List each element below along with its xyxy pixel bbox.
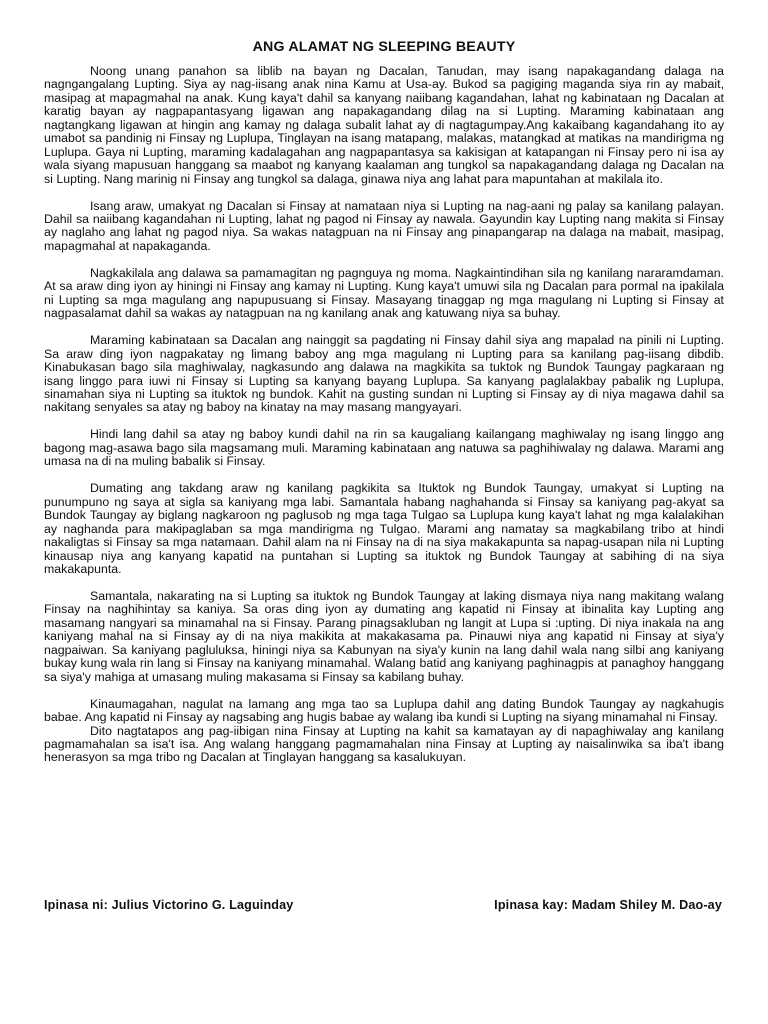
paragraph-4: Maraming kabinataan sa Dacalan ang nainggit sa pagdating ni Finsay dahil siya ang mapalad na pinili ni Lupting. Sa araw ding iyon nagpakatay ng limang baboy ang mga magulang ni Lupting para sa kanilang pag-iisang dibdib. Kinabukasan bago sila maghiwalay, nagkasundo ang dalawa na magkikita sa tuktok ng Bundok Taungay pagkaraan ng isang linggo para iuwi ni Finsay si Lupting sa kanyang bayang Luplupa. Sa kanyang paglalakbay pabalik ng Luplupa, sinamahan siya ni Lupting sa ituktok ng bundok. Kahit na gusting sundan ni Lupting si Finsay ay di niya magawa dahil sa nakitang senyales sa atay ng baboy na kinatay na may masang mangyayari. (44, 333, 724, 415)
paragraph-8: Kinaumagahan, nagulat na lamang ang mga tao sa Luplupa dahil ang dating Bundok Taungay ay nagkahugis babae. Ang kapatid ni Finsay ay nagsabing ang hugis babae ay walang iba kundi si Lupting na siyang minamahal ni Finsay. (44, 696, 724, 725)
paragraph-5: Hindi lang dahil sa atay ng baboy kundi dahil na rin sa kaugaliang kailangang maghiwalay ng isang linggo ang bagong mag-asawa bago sila magsamang muli. Maraming kabinataan ang natuwa sa paghihiwalay ng dalawa. Marami ang umasa na di na muling babalik si Finsay. (44, 427, 724, 469)
document-body (44, 65, 724, 765)
submitted-to: Ipinasa kay: Madam Shiley M. Dao-ay (494, 898, 722, 912)
paragraph-9: Dito nagtatapos ang pag-iibigan nina Finsay at Lupting na kahit sa kamatayan ay di napaghiwalay ang kanilang pagmamahalan sa isa't isa. Ang walang hanggang pagmamahalan nina Finsay at Lupting ay naisalinwika sa iba't ibang henerasyon sa mga tribo ng Dacalan at Tinglayan hanggang sa kasalukuyan. (44, 723, 724, 765)
document-title: ANG ALAMAT NG SLEEPING BEAUTY (252, 39, 516, 55)
paragraph-1: Noong unang panahon sa liblib na bayan ng Dacalan, Tanudan, may isang napakagandang dalaga na nagngangalang Lupting. Siya ay nag-iisang anak nina Kamu at Usa-ay. Bukod sa pagiging maganda siya rin ay mabait, masipag at mapagmahal na anak. Kung kaya't dahil sa kanyang naiibang kagandahan, lahat ng kabinataan ng Dacalan at karatig bayan ay nagpapantasyang ligawan ang napakagandang dilag na si Lupting. Maraming kabinataan ang nagtangkang ligawan at hingin ang kamay ng dalaga subalit lahat ay di nagtagumpay.Ang kakaibang kagandahang ito ay umabot sa pandinig ni Finsay ng Luplupa, Tinglayan na isang matapang, malakas, matangkad at matikas na mandirigma ng Luplupa. Gaya ni Lupting, maraming kadalagahan ang nagpapantasya sa kakisigan at katapangan ni Finsay pero ni isa ay wala siyang mapusuan hanggang sa maabot ng kanyang kaalaman ang tungkol sa napakagandang dalaga ng Dacalan na si Lupting. Nang marinig ni Finsay ang tungkol sa dalaga, ginawa niya ang lahat para mapuntahan at makilala ito. (44, 64, 724, 186)
submitted-by: Ipinasa ni: Julius Victorino G. Laguinday (44, 898, 294, 912)
paragraph-3: Nagkakilala ang dalawa sa pamamagitan ng pagnguya ng moma. Nagkaintindihan sila ng kanilang nararamdaman. At sa araw ding iyon ay hiningi ni Finsay ang kamay ni Lupting. Kung kaya't umuwi sila ng Dacalan para pormal na ipakilala ni Lupting sa mga magulang ang napupusuang si Finsay. Masayang tinaggap ng mga magulang ni Lupting si Finsay at nagpasalamat dahil sa wakas ay natagpuan na ng kanilang anak ang katuwang niya sa buhay. (44, 265, 724, 321)
document-page (44, 38, 724, 778)
paragraph-6: Dumating ang takdang araw ng kanilang pagkikita sa Ituktok ng Bundok Taungay, umakyat si Lupting na punumpuno ng saya at sigla sa kaniyang mga labi. Samantala habang naghahanda si Finsay sa kaniyang pag-akyat sa Bundok Taungay ay biglang nagkaroon ng paglusob ng mga taga Tulgao sa Luplupa kung kaya't lahat ng mga kalalakihan ay naghanda para makipaglaban sa mga mandirigma ng Tulgao. Marami ang namatay sa magkabilang tribo at hindi nakaligtas si Finsay sa mga natamaan. Dahil alam na ni Finsay na di na siya makakapunta sa napag-usapan nila ni Lupting kinausap niya ang kanyang kapatid na puntahan si Lupting sa ituktok ng Bundok Taungay at sabihing di na siya makakapunta. (44, 481, 724, 576)
paragraph-2: Isang araw, umakyat ng Dacalan si Finsay at namataan niya si Lupting na nag-aani ng palay sa kanilang palayan. Dahil sa naiibang kagandahan ni Lupting, lahat ng pagod ni Finsay ay nawala. Gayundin kay Lupting nang makita si Finsay ay naglaho ang lahat ng pagod niya. Sa wakas natagpuan na ni Finsay ang pinapangarap na dalaga na mabait, masipag, mapagmahal at napakaganda. (44, 198, 724, 253)
paragraph-7: Samantala, nakarating na si Lupting sa ituktok ng Bundok Taungay at laking dismaya niya nang makitang walang Finsay na naghihintay sa kaniya. Sa oras ding iyon ay dumating ang kapatid ni Finsay at ibinalita kay Lupting ang masamang nangyari sa minamahal na si Finsay. Parang pinagsakluban ng langit at Lupa si :upting. Di niya inakala na ang kaniyang mahal na si Finsay ay di na niya makikita at makakasama pa. Pinauwi niya ang kapatid ni Finsay at siya'y nagpaiwan. Sa kaniyang pagluluksa, hiningi niya sa Kabunyan na siya'y kunin na lang dahil wala nang silbi ang kaniyang bukay kung wala rin lang si Finsay na kaniyang minamahal. Walang batid ang kaniyang paghinagpis at panaghoy hanggang sa siya'y mahiga at umasang muling makasama si Finsay sa kabilang buhay. (44, 588, 724, 684)
signature-line (44, 898, 722, 912)
